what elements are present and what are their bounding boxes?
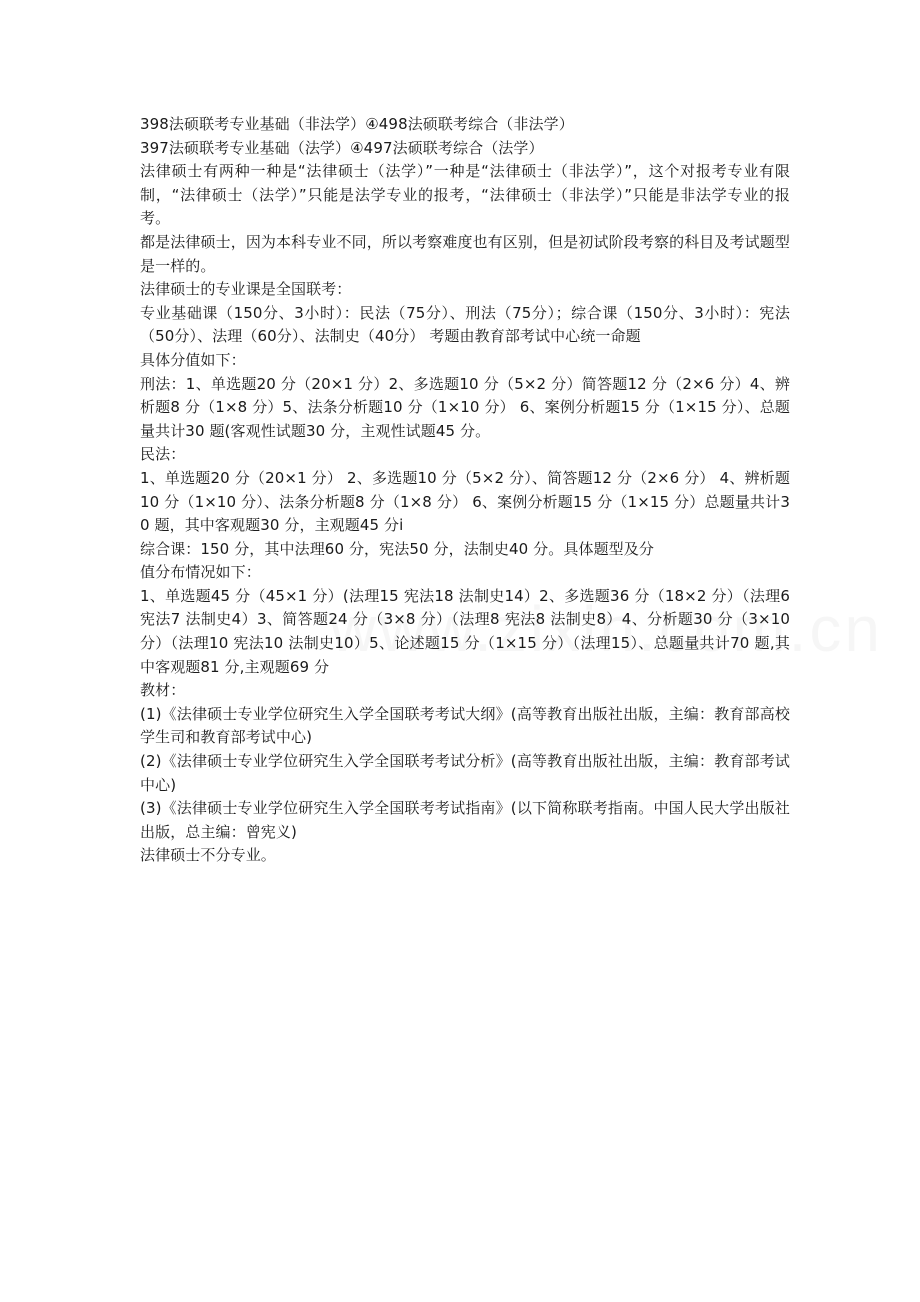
paragraph-comprehensive: 综合课：150 分，其中法理60 分，宪法50 分，法制史40 分。具体题型及分 xyxy=(140,539,654,558)
paragraph-exam-codes-nonlaw: 398法硕联考专业基础（非法学）④498法硕联考综合（非法学） xyxy=(140,115,574,133)
paragraph-two-types: 法律硕士有两种一种是“法律硕士（法学）”一种是“法律硕士（非法学）”，这个对报考专业有限制，“法律硕士（法学）”只能是法学专业的报考，“法律硕士（非法学）”只能是非法学专业的报考。 xyxy=(140,162,790,228)
paragraph-national-exam: 法律硕士的专业课是全国联考： xyxy=(140,280,352,299)
paragraph-textbook-1: (1)《法律硕士专业学位研究生入学全国联考考试大纲》(高等教育出版社出版，主编：教育部高校学生司和教育部考试中心) xyxy=(140,704,790,747)
document-body xyxy=(140,113,790,868)
paragraph-civil-law-heading: 民法： xyxy=(140,445,186,464)
paragraph-no-major: 法律硕士不分专业。 xyxy=(140,846,276,865)
paragraph-difficulty: 都是法律硕士，因为本科专业不同，所以考察难度也有区别，但是初试阶段考察的科目及考试题型是一样的。 xyxy=(140,232,790,275)
paragraph-textbook-heading: 教材： xyxy=(140,681,186,700)
paragraph-civil-law: 1、单选题20 分（20×1 分） 2、多选题10 分（5×2 分）、简答题12 分（2×6 分） 4、辨析题10 分（1×10 分）、法条分析题8 分（1×8 分） 6、案例分析题15 分（1×15 分）总题量共计30 题，其中客观题30 分，主观题45 分i xyxy=(140,468,790,535)
paragraph-textbook-3: (3)《法律硕士专业学位研究生入学全国联考考试指南》(以下简称联考指南。中国人民大学出版社出版，总主编：曾宪义) xyxy=(140,799,790,841)
paragraph-criminal-law: 刑法：1、单选题20 分（20×1 分）2、多选题10 分（5×2 分）简答题12 分（2×6 分）4、辨析题8 分（1×8 分）5、法条分析题10 分（1×10 分） 6、案例分析题15 分（1×15 分）、总题量共计30 题(客观性试题30 分，主观性试题45 分。 xyxy=(140,374,790,440)
paragraph-distribution-heading: 值分布情况如下： xyxy=(140,563,261,582)
paragraph-score-heading: 具体分值如下： xyxy=(140,350,246,369)
paragraph-courses: 专业基础课（150分、3小时）：民法（75分）、刑法（75分）；综合课（150分、3小时）：宪法（50分）、法理（60分）、法制史（40分） 考题由教育部考试中心统一命题 xyxy=(140,303,790,346)
paragraph-comprehensive-detail: 1、单选题45 分（45×1 分）(法理15 宪法18 法制史14）2、多选题36 分（18×2 分）（法理6 宪法7 法制史4）3、简答题24 分（3×8 分）（法理8 宪法8 法制史8）4、分析题30 分（3×10 分）（法理10 宪法10 法制史10）5、论述题15 分（1×15 分）（法理15）、总题量共计70 题,其中客观题81 分,主观题69 分 xyxy=(140,586,790,676)
paragraph-textbook-2: (2)《法律硕士专业学位研究生入学全国联考考试分析》(高等教育出版社出版，主编：教育部考试中心) xyxy=(140,752,790,794)
paragraph-exam-codes-law: 397法硕联考专业基础（法学）④497法硕联考综合（法学） xyxy=(140,138,544,157)
